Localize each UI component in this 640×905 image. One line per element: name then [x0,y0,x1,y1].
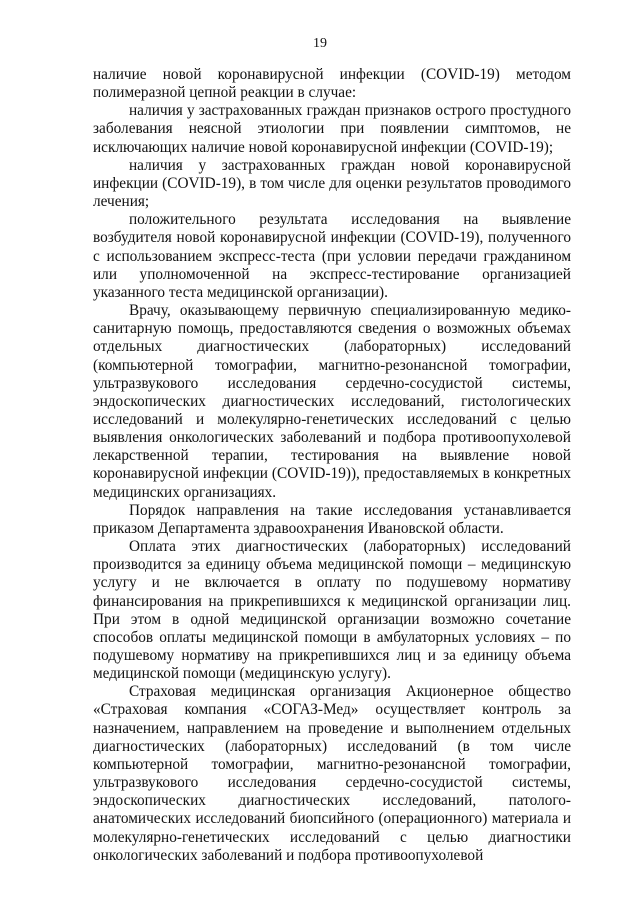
paragraph-symptoms: наличия у застрахованных граждан признаков острого простудного заболевания неясной этиологии при появлении симптомов, не исключающих наличие новой коронавирусной инфекции (COVID-19); [93,102,571,156]
page-number: 19 [313,36,327,51]
paragraph-express-test: положительного результата исследования на выявление возбудителя новой коронавирусной инфекции (COVID-19), полученного с использованием экспресс-теста (при условии передачи гражданином или уполномоченной на экспресс-тестирование организацией указанного теста медицинской организации). [93,211,571,301]
paragraph-doctor-information: Врачу, оказывающему первичную специализированную медико-санитарную помощь, предоставляются сведения о возможных объемах отдельных диагностических (лабораторных) исследований (компьютерной томографии, магнитно-резонансной томографии, ультразвукового исследования сердечно-сосудистой системы, эндоскопических диагностических исследований, гистологических исследований и молекулярно-генетических исследований с целью выявления онкологических заболеваний и подбора противоопухолевой лекарственной терапии, тестирования на выявление новой коронавирусной инфекции (COVID-19)), предоставляемых в конкретных медицинских организациях. [93,302,571,501]
paragraph-referral-procedure: Порядок направления на такие исследования устанавливается приказом Департамента здравоохранения Ивановской области. [93,501,571,537]
paragraph-pcr-testing: наличие новой коронавирусной инфекции (COVID-19) методом полимеразной цепной реакции в случае: [93,66,571,102]
paragraph-treatment-evaluation: наличия у застрахованных граждан новой коронавирусной инфекции (COVID-19), в том числе для оценки результатов проводимого лечения; [93,156,571,211]
paragraph-payment: Оплата этих диагностических (лабораторных) исследований производится за единицу объема медицинской помощи – медицинскую услугу и не включается в оплату по подушевому нормативу финансирования на прикрепившихся к медицинской организации лиц. При этом в одной медицинской организации возможно сочетание способов оплаты медицинской помощи в амбулаторных условиях – по подушевому нормативу на прикрепившихся лиц и за единицу объема медицинской помощи (медицинскую услугу). [93,538,571,683]
body-text [93,66,571,865]
paragraph-insurance-control: Страховая медицинская организация Акционерное общество «Страховая компания «СОГАЗ-Мед» осуществляет контроль за назначением, направлением на проведение и выполнением отдельных диагностических (лабораторных) исследований (в том числе компьютерной томографии, магнитно-резонансной томографии, ультразвукового исследования сердечно-сосудистой системы, эндоскопических диагностических исследований, патолого-анатомических исследований биопсийного (операционного) материала и молекулярно-генетических исследований с целью диагностики онкологических заболеваний и подбора противоопухолевой [93,683,571,864]
